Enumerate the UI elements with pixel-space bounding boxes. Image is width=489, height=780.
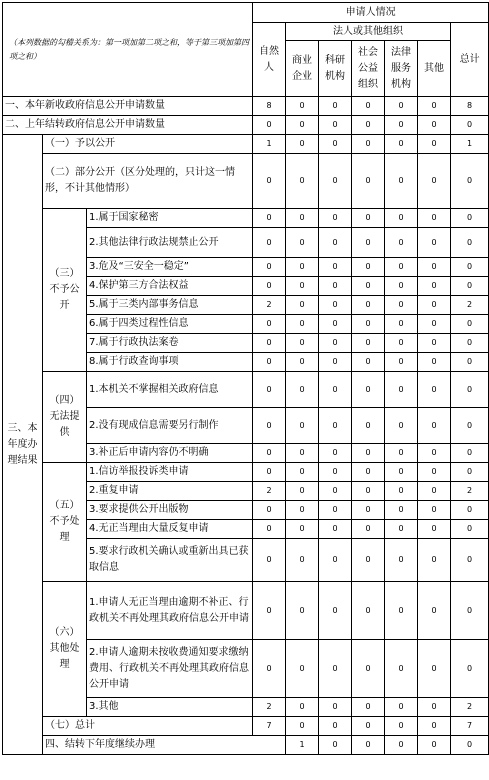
value-commercial: 0 xyxy=(286,97,319,116)
row-label: 4.保护第三方合法权益 xyxy=(87,277,253,296)
value-commercial: 0 xyxy=(286,296,319,315)
value-total: 0 xyxy=(451,315,489,334)
value-natural: 0 xyxy=(253,228,286,258)
group-label: （五）不予处理 xyxy=(43,463,87,582)
report-table xyxy=(2,2,489,755)
value-other: 0 xyxy=(418,353,451,372)
value-legal-service: 0 xyxy=(385,97,418,116)
value-other: 0 xyxy=(418,463,451,482)
row-label: 3.其他 xyxy=(87,698,253,717)
value-natural: 8 xyxy=(253,97,286,116)
value-legal-service: 0 xyxy=(385,482,418,501)
value-legal-service: 0 xyxy=(385,501,418,520)
table-row xyxy=(3,717,489,736)
value-legal-service: 0 xyxy=(385,258,418,277)
value-research: 0 xyxy=(319,482,352,501)
col-natural: 自然人 xyxy=(253,23,286,97)
col-legal-service: 法律服务机构 xyxy=(385,41,418,97)
value-other: 0 xyxy=(418,97,451,116)
value-other: 0 xyxy=(418,334,451,353)
col-total: 总计 xyxy=(451,23,489,97)
table-row xyxy=(3,582,489,640)
value-total: 0 xyxy=(451,154,489,209)
value-legal-service: 0 xyxy=(385,315,418,334)
value-research: 0 xyxy=(319,582,352,640)
value-research: 0 xyxy=(319,539,352,582)
value-legal-service: 0 xyxy=(385,463,418,482)
value-social: 0 xyxy=(352,463,385,482)
value-total: 0 xyxy=(451,116,489,135)
value-legal-service: 0 xyxy=(385,209,418,228)
value-commercial: 0 xyxy=(286,277,319,296)
value-social: 0 xyxy=(352,209,385,228)
value-research: 0 xyxy=(319,501,352,520)
value-social: 0 xyxy=(352,334,385,353)
value-total: 2 xyxy=(451,482,489,501)
value-legal-service: 0 xyxy=(385,116,418,135)
value-research: 0 xyxy=(319,408,352,444)
row-label: 4.无正当理由大量反复申请 xyxy=(87,520,253,539)
value-research: 0 xyxy=(319,520,352,539)
value-natural: 0 xyxy=(253,444,286,463)
value-total: 0 xyxy=(451,539,489,582)
value-social: 0 xyxy=(385,736,418,755)
value-social: 0 xyxy=(352,353,385,372)
value-legal-service: 0 xyxy=(385,353,418,372)
value-social: 0 xyxy=(352,154,385,209)
value-natural: 7 xyxy=(253,717,286,736)
row-label: 一、本年新收政府信息公开申请数量 xyxy=(3,97,253,116)
value-commercial: 0 xyxy=(286,315,319,334)
row-label: 3.要求提供公开出版物 xyxy=(87,501,253,520)
row-label: （一）予以公开 xyxy=(43,135,253,154)
row-label: 5.要求行政机关确认或重新出具已获取信息 xyxy=(87,539,253,582)
value-commercial: 0 xyxy=(286,640,319,698)
value-research: 0 xyxy=(319,228,352,258)
value-commercial: 0 xyxy=(319,736,352,755)
value-social: 0 xyxy=(352,444,385,463)
row-label: 8.属于行政查询事项 xyxy=(87,353,253,372)
value-other: 0 xyxy=(418,258,451,277)
value-legal-service: 0 xyxy=(385,334,418,353)
value-total: 8 xyxy=(451,97,489,116)
row-label: 1.申请人无正当理由逾期不补正、行政机关不再处理其政府信息公开申请 xyxy=(87,582,253,640)
relation-note: （本列数据的勾稽关系为：第一项加第二项之和，等于第三项加第四项之和） xyxy=(3,3,253,97)
row-label: 2.其他法律行政法规禁止公开 xyxy=(87,228,253,258)
value-social: 0 xyxy=(352,717,385,736)
value-other: 0 xyxy=(418,717,451,736)
value-social: 0 xyxy=(352,315,385,334)
row-label: （二）部分公开（区分处理的，只计这一情形，不计其他情形） xyxy=(43,154,253,209)
value-research: 0 xyxy=(319,135,352,154)
applicant-header: 申请人情况 xyxy=(253,3,489,23)
value-commercial: 0 xyxy=(286,154,319,209)
value-natural: 0 xyxy=(253,277,286,296)
section-3-label: 三、本年度办理结果 xyxy=(3,135,43,755)
value-natural: 0 xyxy=(253,408,286,444)
value-natural: 0 xyxy=(253,334,286,353)
value-legal-service: 0 xyxy=(385,582,418,640)
value-other: 0 xyxy=(418,640,451,698)
value-commercial: 0 xyxy=(286,717,319,736)
value-research: 0 xyxy=(319,334,352,353)
value-natural: 0 xyxy=(253,372,286,408)
value-research: 0 xyxy=(319,315,352,334)
value-total: 0 xyxy=(451,444,489,463)
value-social: 0 xyxy=(352,135,385,154)
group-label: （六）其他处理 xyxy=(43,582,87,717)
value-total: 0 xyxy=(451,258,489,277)
value-social: 0 xyxy=(352,539,385,582)
col-social: 社会公益组织 xyxy=(352,41,385,97)
value-legal-service: 0 xyxy=(385,444,418,463)
value-total: 0 xyxy=(451,463,489,482)
value-social: 0 xyxy=(352,520,385,539)
value-total: 0 xyxy=(451,228,489,258)
value-legal-service: 0 xyxy=(385,408,418,444)
value-commercial: 0 xyxy=(286,258,319,277)
value-commercial: 0 xyxy=(286,582,319,640)
value-other: 0 xyxy=(418,482,451,501)
value-legal-service: 0 xyxy=(385,296,418,315)
value-other: 0 xyxy=(418,408,451,444)
row-label: 3.危及“三安全一稳定” xyxy=(87,258,253,277)
value-total: 0 xyxy=(451,640,489,698)
row-label: 3.补正后申请内容仍不明确 xyxy=(87,444,253,463)
value-legal-service: 0 xyxy=(385,520,418,539)
value-other: 0 xyxy=(418,372,451,408)
value-total: 1 xyxy=(451,135,489,154)
row-label: 四、结转下年度继续办理 xyxy=(43,736,286,755)
value-other: 0 xyxy=(418,582,451,640)
value-research: 0 xyxy=(319,296,352,315)
value-social: 0 xyxy=(352,258,385,277)
value-total: 0 xyxy=(451,353,489,372)
value-research: 0 xyxy=(319,97,352,116)
value-legal-service: 0 xyxy=(385,154,418,209)
table-row xyxy=(3,116,489,135)
value-natural: 2 xyxy=(253,698,286,717)
value-commercial: 0 xyxy=(286,482,319,501)
value-other: 0 xyxy=(418,228,451,258)
value-legal-service: 0 xyxy=(385,372,418,408)
value-commercial: 0 xyxy=(286,353,319,372)
row-label: 1.本机关不掌握相关政府信息 xyxy=(87,372,253,408)
value-legal-service: 0 xyxy=(385,135,418,154)
value-other: 0 xyxy=(418,154,451,209)
value-social: 0 xyxy=(352,97,385,116)
value-other: 0 xyxy=(418,520,451,539)
value-commercial: 0 xyxy=(286,463,319,482)
value-social: 0 xyxy=(352,372,385,408)
value-natural: 0 xyxy=(253,209,286,228)
value-total: 2 xyxy=(451,296,489,315)
row-label: 5.属于三类内部事务信息 xyxy=(87,296,253,315)
value-legal-service: 0 xyxy=(385,228,418,258)
value-natural: 2 xyxy=(253,482,286,501)
value-commercial: 0 xyxy=(286,444,319,463)
value-commercial: 0 xyxy=(286,135,319,154)
value-commercial: 0 xyxy=(286,501,319,520)
table-row xyxy=(3,154,489,209)
value-research: 0 xyxy=(319,116,352,135)
value-natural: 0 xyxy=(253,353,286,372)
value-total: 0 xyxy=(451,372,489,408)
value-commercial: 0 xyxy=(286,520,319,539)
row-label: 2.重复申请 xyxy=(87,482,253,501)
value-research: 0 xyxy=(319,154,352,209)
row-label: （七）总计 xyxy=(43,717,253,736)
row-label: 7.属于行政执法案卷 xyxy=(87,334,253,353)
value-other: 0 xyxy=(418,277,451,296)
group-label: （三）不予公开 xyxy=(43,209,87,372)
value-total: 0 xyxy=(451,501,489,520)
col-commercial: 商业企业 xyxy=(286,41,319,97)
value-research: 0 xyxy=(319,209,352,228)
row-label: 二、上年结转政府信息公开申请数量 xyxy=(3,116,253,135)
value-natural: 0 xyxy=(253,315,286,334)
value-other: 0 xyxy=(418,116,451,135)
value-commercial: 0 xyxy=(286,334,319,353)
row-label: 1.属于国家秘密 xyxy=(87,209,253,228)
value-research: 0 xyxy=(319,353,352,372)
value-natural: 1 xyxy=(286,736,319,755)
value-natural: 2 xyxy=(253,296,286,315)
value-other: 0 xyxy=(418,698,451,717)
legal-header: 法人或其他组织 xyxy=(286,23,451,41)
value-social: 0 xyxy=(352,277,385,296)
table-row xyxy=(3,97,489,116)
value-other: 0 xyxy=(451,736,489,755)
value-research: 0 xyxy=(319,444,352,463)
value-commercial: 0 xyxy=(286,698,319,717)
value-natural: 0 xyxy=(253,116,286,135)
value-other: 0 xyxy=(418,539,451,582)
row-label: 2.没有现成信息需要另行制作 xyxy=(87,408,253,444)
value-other: 0 xyxy=(418,315,451,334)
value-research: 0 xyxy=(319,717,352,736)
table-row xyxy=(3,372,489,408)
value-total: 2 xyxy=(451,698,489,717)
value-commercial: 0 xyxy=(286,209,319,228)
value-social: 0 xyxy=(352,582,385,640)
value-natural: 0 xyxy=(253,258,286,277)
value-social: 0 xyxy=(352,698,385,717)
row-label: 1.信访举报投诉类申请 xyxy=(87,463,253,482)
value-total: 0 xyxy=(451,520,489,539)
value-legal-service: 0 xyxy=(418,736,451,755)
value-natural: 0 xyxy=(253,520,286,539)
value-legal-service: 0 xyxy=(385,717,418,736)
value-social: 0 xyxy=(352,228,385,258)
row-label: 6.属于四类过程性信息 xyxy=(87,315,253,334)
value-research: 0 xyxy=(319,698,352,717)
group-label: （四）无法提供 xyxy=(43,372,87,463)
value-commercial: 0 xyxy=(286,228,319,258)
value-social: 0 xyxy=(352,116,385,135)
value-natural: 0 xyxy=(253,539,286,582)
value-commercial: 0 xyxy=(286,539,319,582)
value-research: 0 xyxy=(352,736,385,755)
value-commercial: 0 xyxy=(286,372,319,408)
value-total: 0 xyxy=(451,582,489,640)
value-research: 0 xyxy=(319,258,352,277)
value-natural: 0 xyxy=(253,154,286,209)
value-legal-service: 0 xyxy=(385,698,418,717)
value-total: 0 xyxy=(451,277,489,296)
value-commercial: 0 xyxy=(286,408,319,444)
value-research: 0 xyxy=(319,463,352,482)
value-total: 7 xyxy=(451,717,489,736)
value-natural: 0 xyxy=(253,582,286,640)
value-social: 0 xyxy=(352,482,385,501)
value-total: 0 xyxy=(451,408,489,444)
row-label: 2.申请人逾期未按收费通知要求缴纳费用、行政机关不再处理其政府信息公开申请 xyxy=(87,640,253,698)
table-row xyxy=(3,463,489,482)
value-social: 0 xyxy=(352,296,385,315)
value-social: 0 xyxy=(352,408,385,444)
table-row xyxy=(3,209,489,228)
value-legal-service: 0 xyxy=(385,277,418,296)
value-social: 0 xyxy=(352,501,385,520)
table-row xyxy=(3,135,489,154)
value-legal-service: 0 xyxy=(385,539,418,582)
value-other: 0 xyxy=(418,296,451,315)
value-legal-service: 0 xyxy=(385,640,418,698)
value-natural: 1 xyxy=(253,135,286,154)
value-natural: 0 xyxy=(253,640,286,698)
value-natural: 0 xyxy=(253,501,286,520)
value-natural: 0 xyxy=(253,463,286,482)
value-research: 0 xyxy=(319,640,352,698)
value-total: 0 xyxy=(451,209,489,228)
value-commercial: 0 xyxy=(286,116,319,135)
value-other: 0 xyxy=(418,444,451,463)
table-row xyxy=(3,736,489,755)
value-social: 0 xyxy=(352,640,385,698)
value-total: 0 xyxy=(451,334,489,353)
value-research: 0 xyxy=(319,277,352,296)
value-research: 0 xyxy=(319,372,352,408)
value-other: 0 xyxy=(418,501,451,520)
col-other: 其他 xyxy=(418,41,451,97)
value-other: 0 xyxy=(418,209,451,228)
col-research: 科研机构 xyxy=(319,41,352,97)
value-other: 0 xyxy=(418,135,451,154)
